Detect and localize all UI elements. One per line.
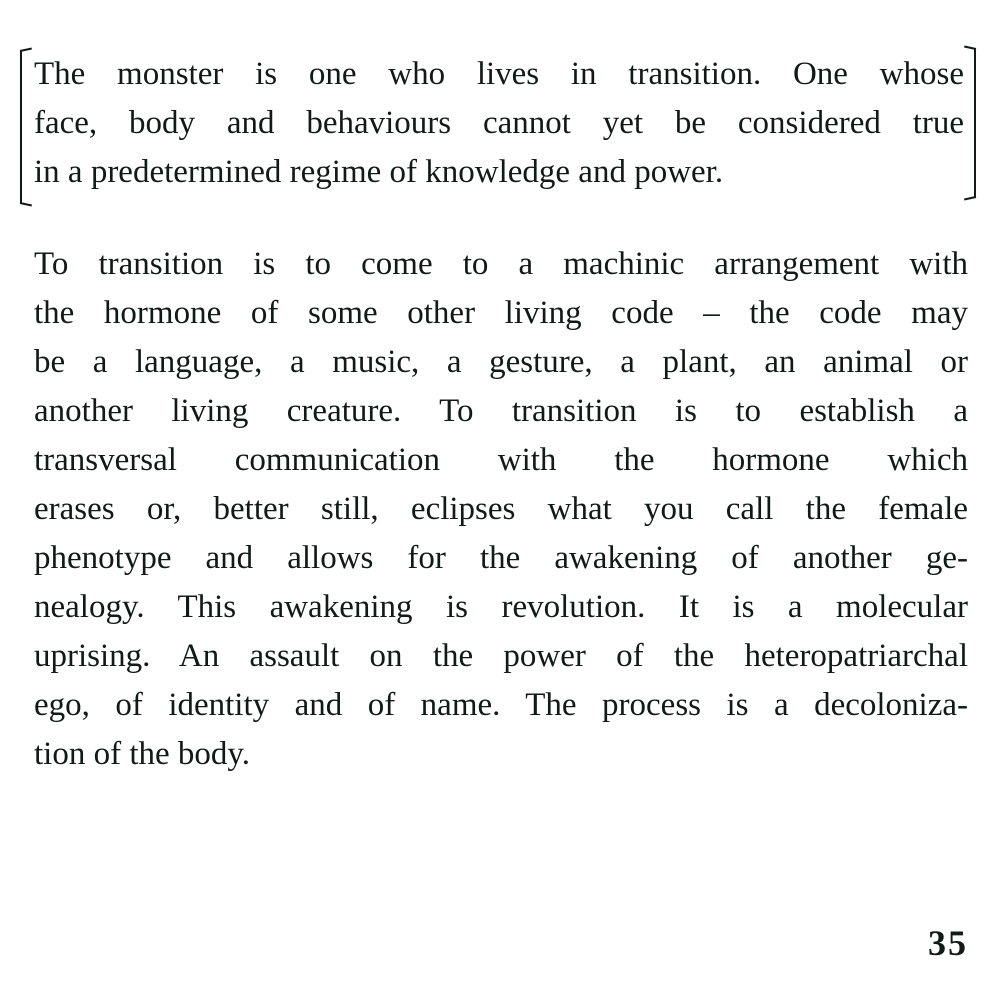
quote-line: face, body and behaviours cannot yet be considered true — [34, 105, 964, 141]
body-line: ego, of identity and of name. The process is a decoloniza- — [34, 687, 968, 723]
right-bracket — [964, 48, 976, 198]
body-line: be a language, a music, a gesture, a plant, an animal or — [34, 344, 968, 380]
quote-line: The monster is one who lives in transition. One whose — [34, 56, 964, 92]
body-paragraph — [34, 240, 968, 779]
body-line: erases or, better still, eclipses what you call the female — [34, 491, 968, 527]
body-line: tion of the body. — [34, 736, 250, 772]
quote-line: in a predetermined regime of knowledge and power. — [34, 154, 724, 190]
body-line: the hormone of some other living code – the code may — [34, 295, 968, 331]
body-line: nealogy. This awakening is revolution. It is a molecular — [34, 589, 968, 625]
left-bracket — [20, 50, 32, 204]
body-line: To transition is to come to a machinic arrangement with — [34, 246, 968, 282]
quote-paragraph — [34, 50, 964, 197]
body-line: uprising. An assault on the power of the heteropatriarchal — [34, 638, 968, 674]
body-line: transversal communication with the hormone which — [34, 442, 968, 478]
page-number: 35 — [928, 923, 968, 963]
body-line: phenotype and allows for the awakening of another ge- — [34, 540, 968, 576]
body-line: another living creature. To transition is to establish a — [34, 393, 968, 429]
bracketed-quote — [14, 44, 980, 216]
